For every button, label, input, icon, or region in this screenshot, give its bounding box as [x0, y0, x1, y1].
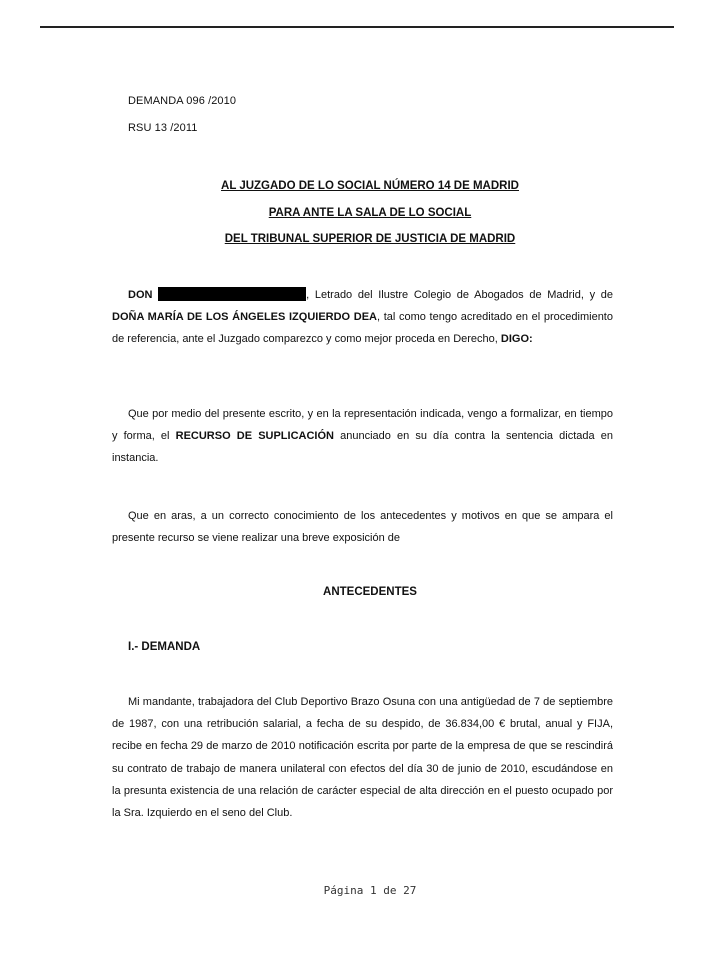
page-number: Página 1 de 27 — [323, 884, 417, 897]
presentation-paragraph — [112, 403, 613, 470]
top-rule — [40, 26, 674, 28]
intro-paragraph — [112, 284, 613, 351]
intro-after-redaction: , Letrado del Ilustre Colegio de Abogados de Madrid, y de — [306, 289, 614, 301]
redacted-name — [158, 287, 306, 301]
case-number: DEMANDA 096 /2010 — [128, 95, 237, 107]
don-label: DON — [128, 289, 153, 301]
court-title-line-1: AL JUZGADO DE LO SOCIAL NÚMERO 14 DE MADRID — [221, 180, 519, 192]
antecedentes-intro-paragraph — [112, 505, 613, 549]
demanda-paragraph — [112, 691, 613, 824]
presentation-after: anunciado en su día contra la sentencia dictada en instancia. — [112, 430, 614, 465]
client-name: DOÑA MARÍA DE LOS ÁNGELES IZQUIERDO DEA — [112, 311, 377, 324]
court-title-line-3: DEL TRIBUNAL SUPERIOR DE JUSTICIA DE MADRID — [224, 233, 516, 245]
intro-rest: , tal como tengo acreditado en el procedimiento de referencia, ante el Juzgado comparezco y como mejor proceda en Derecho, — [112, 311, 613, 346]
digo-label: DIGO: — [500, 333, 533, 346]
recurso-emphasis: RECURSO DE SUPLICACIÓN — [175, 430, 334, 443]
court-title-line-2: PARA ANTE LA SALA DE LO SOCIAL — [268, 207, 472, 219]
antecedentes-heading: ANTECEDENTES — [323, 586, 417, 598]
rsu-number: RSU 13 /2011 — [128, 122, 198, 134]
antecedentes-intro-text: Que en aras, a un correcto conocimiento de los antecedentes y motivos en que se ampara el presente recurso se viene realizar una breve exposición de — [112, 510, 613, 545]
presentation-before: Que por medio del presente escrito, y en la representación indicada, vengo a formalizar, en tiempo y forma, el — [112, 408, 613, 443]
demanda-heading: I.- DEMANDA — [128, 641, 201, 653]
demanda-text: Mi mandante, trabajadora del Club Deportivo Brazo Osuna con una antigüedad de 7 de septiembre de 1987, con una retribución salarial, a fecha de su despido, de 36.834,00 € brutal, anual y FIJA, recibe en fecha 29 de marzo de 2010 notificación escrita por parte de la empresa de que se rescindirá su contrato de trabajo de manera unilateral con efectos del día 30 de junio de 2010, escudándose en la presunta existencia de una relación de carácter especial de alta dirección en el puesto ocupado por la Sra. Izquierdo en el seno del Club. — [112, 696, 613, 820]
